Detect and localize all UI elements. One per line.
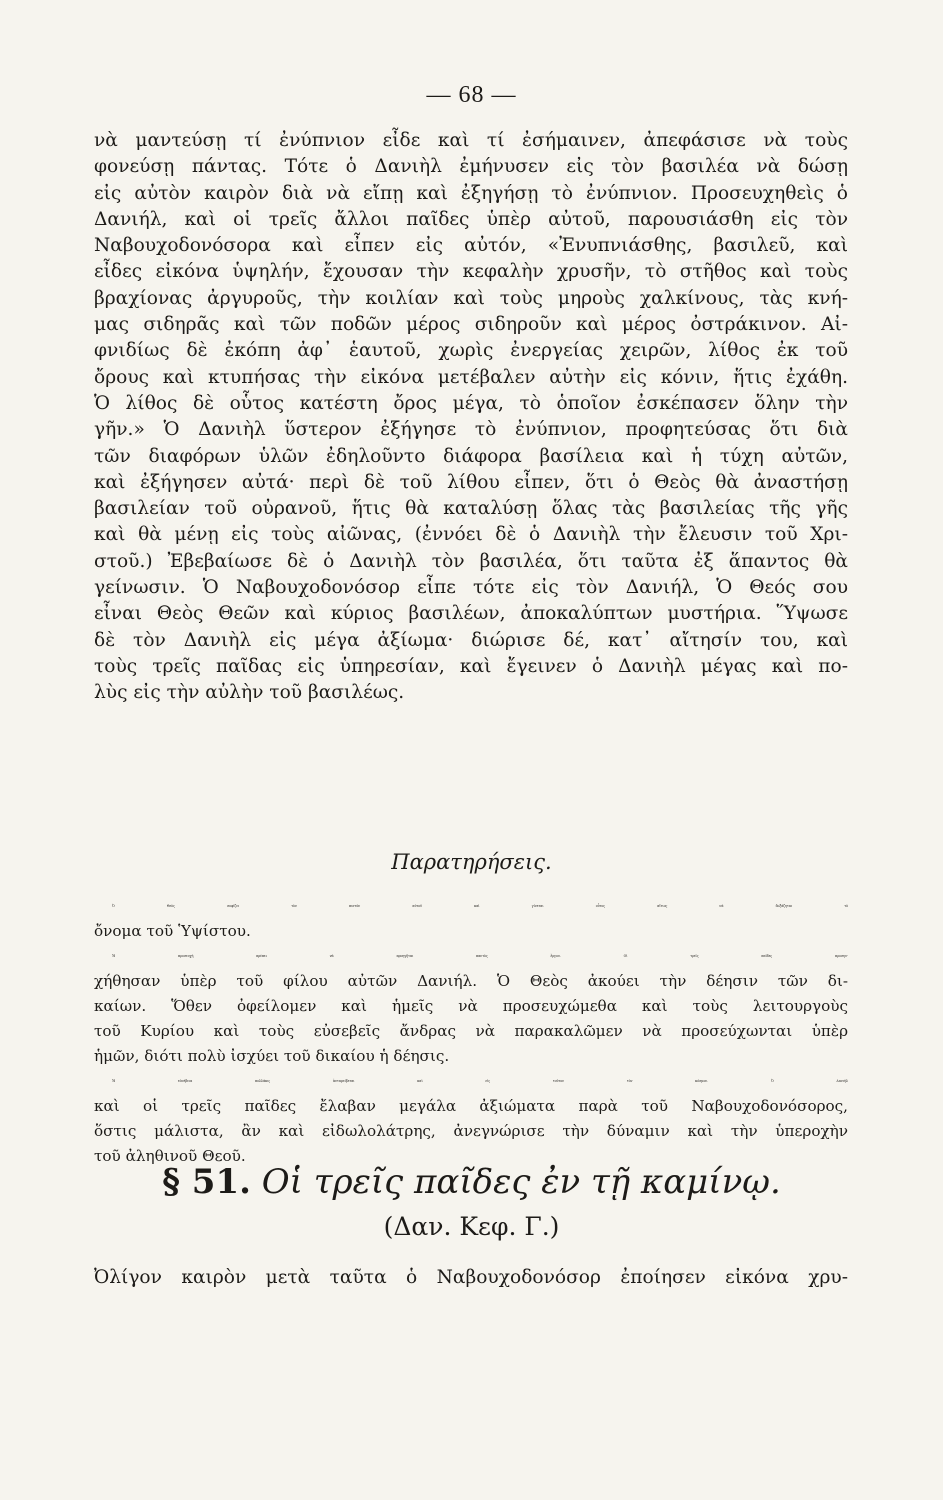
body-line: ὄρους καὶ κτυπήσας τὴν εἰκόνα μετέβαλεν αὐτὴν εἰς κόνιν, ἥτις ἐχάθη. <box>94 366 848 388</box>
observation-line: Ὁ Θεὸς σοφίζει τὸν πιστὸν αὐτοῦ καὶ γίνεται οὗτος αἴτιος νὰ δοξάζηται τὸ <box>112 904 848 908</box>
body-line: βασιλείαν τοῦ οὐρανοῦ, ἥτις θὰ καταλύσῃ ὅλας τὰς βασιλείας τῆς γῆς <box>94 498 848 520</box>
observation-line: καίων. Ὅθεν ὀφείλομεν καὶ ἡμεῖς νὰ προσευχώμεθα καὶ τοὺς λειτουργοὺς <box>94 997 848 1015</box>
section-heading: Οἱ τρεῖς παῖδες ἐν τῇ καμίνῳ. <box>261 1162 781 1202</box>
section-title <box>0 1162 943 1202</box>
observation-line: τοῦ Κυρίου καὶ τοὺς εὐσεβεῖς ἄνδρας νὰ παρακαλῶμεν νὰ προσεύχωνται ὑπὲρ <box>94 1022 848 1040</box>
body-line: εἶδες εἰκόνα ὑψηλήν, ἔχουσαν τὴν κεφαλὴν χρυσῆν, τὸ στῆθος καὶ τοὺς <box>94 261 848 283</box>
observation-line: Ἡ προσευχὴ πρέπει νὰ προηγῆται παντὸς ἔργου. Οἱ τρεῖς παῖδες προσηυ- <box>112 954 848 958</box>
page-number: — 68 — <box>426 82 517 108</box>
observation-line: χήθησαν ὑπὲρ τοῦ φίλου αὐτῶν Δανιήλ. Ὁ Θεὸς ἀκούει τὴν δέησιν τῶν δι- <box>94 972 848 990</box>
section-reference: (Δαν. Κεφ. Γ.) <box>383 1212 560 1241</box>
body-line: φνιδίως δὲ ἐκόπη ἀφ᾽ ἑαυτοῦ, χωρὶς ἐνεργείας χειρῶν, λίθος ἐκ τοῦ <box>94 340 848 362</box>
closing-line: Ὀλίγον καιρὸν μετὰ ταῦτα ὁ Ναβουχοδονόσορ ἐποίησεν εἰκόνα χρυ- <box>94 1267 848 1288</box>
observations-heading: Παρατηρήσεις. <box>391 850 552 874</box>
body-text <box>94 128 848 707</box>
closing-text <box>94 1265 848 1291</box>
body-line: Ναβουχοδονόσορα καὶ εἶπεν εἰς αὐτόν, «Ἐνυπνιάσθης, βασιλεῦ, καὶ <box>94 235 848 257</box>
body-line: Δανιήλ, καὶ οἱ τρεῖς ἄλλοι παῖδες ὑπὲρ αὐτοῦ, παρουσιάσθη εἰς τὸν <box>94 208 848 230</box>
body-line: νὰ μαντεύσῃ τί ἐνύπνιον εἶδε καὶ τί ἐσήμαινεν, ἀπεφάσισε νὰ τοὺς <box>94 130 848 151</box>
body-line: τῶν διαφόρων ὑλῶν ἐδηλοῦντο διάφορα βασίλεια καὶ ἡ τύχη αὐτῶν, <box>94 445 848 467</box>
body-line: λὺς εἰς τὴν αὐλὴν τοῦ βασιλέως. <box>94 682 405 704</box>
observation-line: καὶ οἱ τρεῖς παῖδες ἔλαβαν μεγάλα ἀξιώματα παρὰ τοῦ Ναβουχοδονόσορος, <box>94 1097 848 1115</box>
body-line: φονεύσῃ πάντας. Τότε ὁ Δανιὴλ ἐμήνυσεν εἰς τὸν βασιλέα νὰ δώσῃ <box>94 156 848 178</box>
body-line: στοῦ.) Ἐβεβαίωσε δὲ ὁ Δανιὴλ τὸν βασιλέα, ὅτι ταῦτα ἐξ ἅπαντος θὰ <box>94 550 848 572</box>
observation-line: ἡμῶν, διότι πολὺ ἰσχύει τοῦ δικαίου ἡ δέησις. <box>94 1047 450 1065</box>
body-line: καὶ θὰ μένῃ εἰς τοὺς αἰῶνας, (ἐννόει δὲ ὁ Δανιὴλ τὴν ἔλευσιν τοῦ Χρι- <box>94 524 848 546</box>
body-line: γείνωσιν. Ὁ Ναβουχοδονόσορ εἶπε τότε εἰς τὸν Δανιήλ, Ὁ Θεός σου <box>94 577 848 599</box>
section-number: § 51. <box>162 1162 251 1202</box>
body-line: βραχίονας ἀργυροῦς, τὴν κοιλίαν καὶ τοὺς μηροὺς χαλκίνους, τὰς κνή- <box>94 287 848 309</box>
body-line: δὲ τὸν Δανιὴλ εἰς μέγα ἀξίωμα· διώρισε δέ, κατ᾽ αἴτησίν του, καὶ <box>94 629 848 651</box>
observation-line: ὄνομα τοῦ Ὑψίστου. <box>94 922 251 940</box>
observation-line: Ἡ εὐσέβεια πολλάκις ἀνταμείβεται καὶ εἰς τοῦτον τὸν κόσμον. Ὁ Δανιὴλ <box>112 1079 848 1083</box>
body-line: γῆν.» Ὁ Δανιὴλ ὕστερον ἐξήγησε τὸ ἐνύπνιον, προφητεύσας ὅτι διὰ <box>94 419 848 441</box>
observation-line: τοῦ ἀληθινοῦ Θεοῦ. <box>94 1147 246 1165</box>
body-line: μας σιδηρᾶς καὶ τῶν ποδῶν μέρος σιδηροῦν καὶ μέρος ὀστράκινον. Αἰ- <box>94 314 848 336</box>
body-line: τοὺς τρεῖς παῖδας εἰς ὑπηρεσίαν, καὶ ἔγεινεν ὁ Δανιὴλ μέγας καὶ πο- <box>94 655 848 677</box>
body-line: εἰς αὐτὸν καιρὸν διὰ νὰ εἴπῃ καὶ ἐξηγήσῃ τὸ ἐνύπνιον. Προσευχηθεὶς ὁ <box>94 182 848 204</box>
body-line: Ὁ λίθος δὲ οὗτος κατέστη ὄρος μέγα, τὸ ὁποῖον ἐσκέπασεν ὅλην τὴν <box>94 392 848 414</box>
body-line: εἶναι Θεὸς Θεῶν καὶ κύριος βασιλέων, ἀποκαλύπτων μυστήρια. Ὕψωσε <box>94 603 848 625</box>
observations-text <box>94 894 848 1169</box>
observation-line: ὅστις μάλιστα, ἂν καὶ εἰδωλολάτρης, ἀνεγνώρισε τὴν δύναμιν καὶ τὴν ὑπεροχὴν <box>94 1122 848 1140</box>
body-line: καὶ ἐξήγησεν αὐτά· περὶ δὲ τοῦ λίθου εἶπεν, ὅτι ὁ Θεὸς θὰ ἀναστήσῃ <box>94 471 848 493</box>
